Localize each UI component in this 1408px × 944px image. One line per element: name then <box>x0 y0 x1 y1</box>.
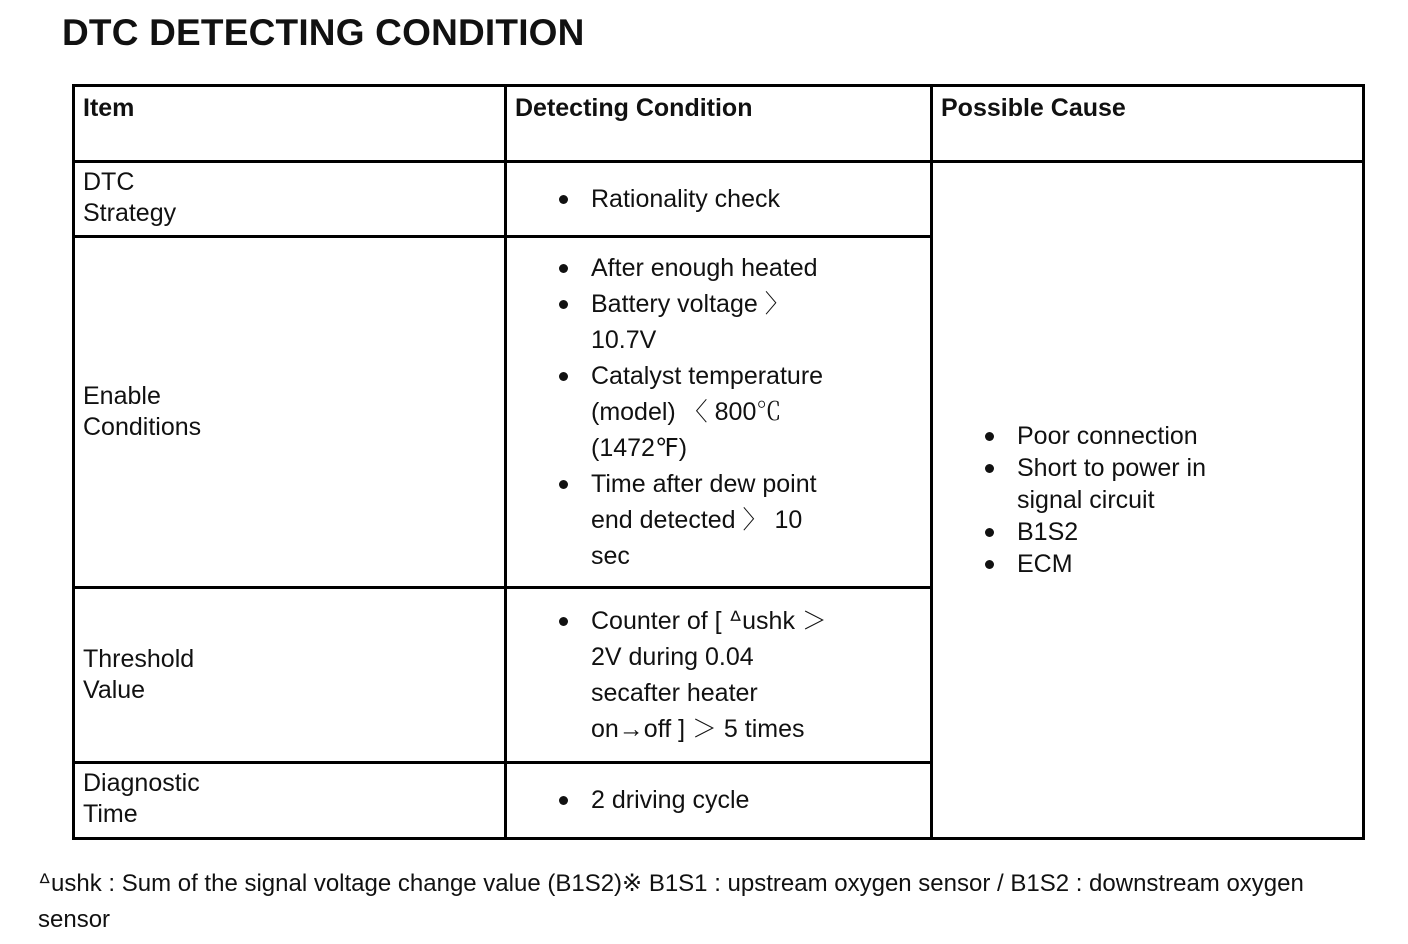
condition-cell <box>506 762 932 838</box>
item-cell <box>74 762 506 838</box>
item-cell <box>74 587 506 762</box>
condition-list <box>515 603 922 747</box>
table-header-row <box>74 86 1364 162</box>
footnote: ᐞushk : Sum of the signal voltage change value (B1S2)※ B1S1 : upstream oxygen sensor / B1S2 : downstream oxygen sensor <box>38 870 1304 933</box>
page-title: DTC DETECTING CONDITION <box>62 12 585 53</box>
condition-cell <box>506 236 932 587</box>
condition-item: 2 driving cycle <box>559 782 922 818</box>
item-label: Enable Conditions <box>83 381 202 441</box>
table-row <box>74 162 1364 236</box>
possible-cause-item: B1S2 <box>985 516 1354 548</box>
condition-cell <box>506 587 932 762</box>
condition-cell <box>506 162 932 236</box>
header-item: Item <box>74 86 506 162</box>
condition-item: After enough heated <box>559 250 922 286</box>
possible-cause-list <box>941 420 1354 580</box>
item-label: Threshold Value <box>83 644 195 704</box>
header-detecting-condition: Detecting Condition <box>506 86 932 162</box>
condition-list <box>515 782 922 818</box>
possible-cause-item: ECM <box>985 548 1354 580</box>
item-label: DTC Strategy <box>83 168 177 228</box>
dtc-condition-table <box>72 84 1365 840</box>
possible-cause-item: Short to power in signal circuit <box>985 452 1354 516</box>
possible-cause-cell <box>932 162 1364 839</box>
item-label: Diagnostic Time <box>83 768 200 828</box>
possible-cause-item: Poor connection <box>985 420 1354 452</box>
condition-item: Time after dew point end detected 〉 10 sec <box>559 466 922 574</box>
condition-list <box>515 250 922 574</box>
item-cell <box>74 162 506 236</box>
condition-list <box>515 181 922 217</box>
condition-item: Counter of [ ᐞushk ＞ 2V during 0.04 secafter heater on→off ] ＞ 5 times <box>559 603 922 747</box>
condition-item: Battery voltage 〉 10.7V <box>559 286 922 358</box>
header-possible-cause: Possible Cause <box>932 86 1364 162</box>
condition-item: Rationality check <box>559 181 922 217</box>
condition-item: Catalyst temperature (model) 〈 800℃ (1472℉) <box>559 358 922 466</box>
item-cell <box>74 236 506 587</box>
